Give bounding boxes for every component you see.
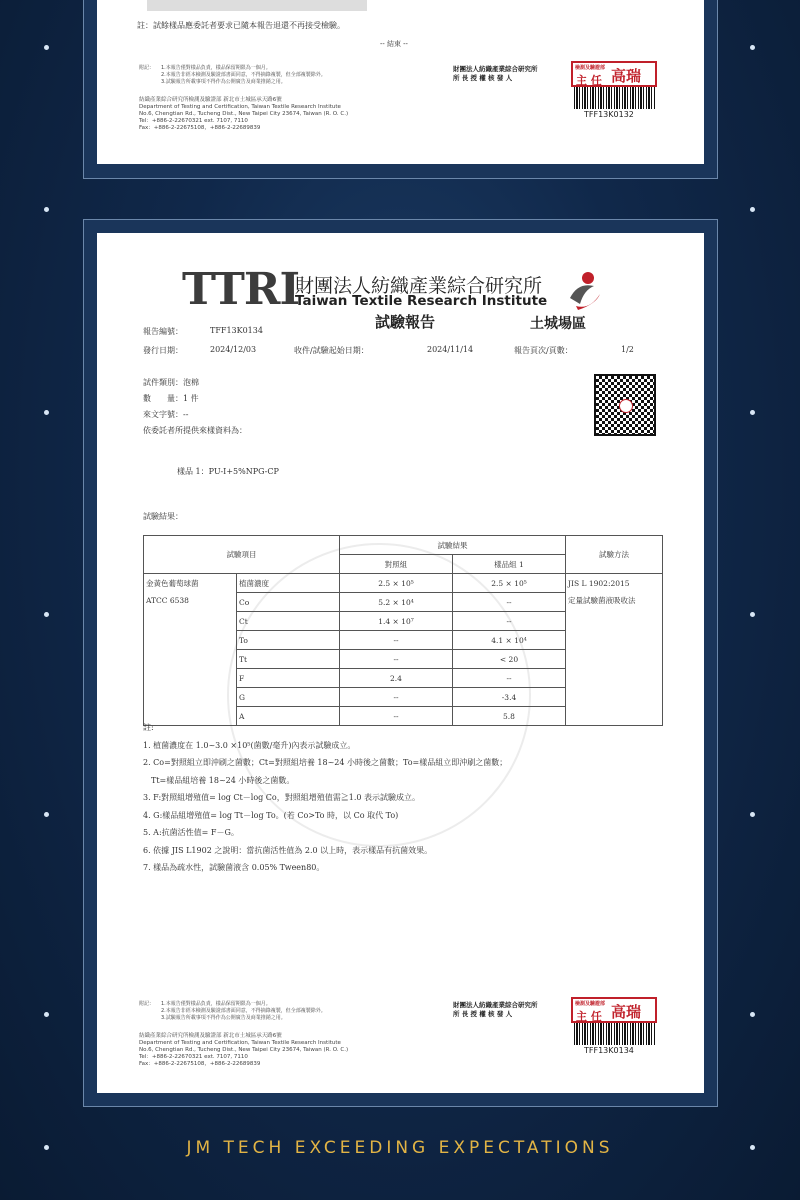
control-cell: 5.2 × 10⁴	[340, 593, 453, 612]
sample-name: 樣品 1：PU-I+5%NPG-CP	[177, 467, 279, 476]
param-cell: Tt	[237, 650, 340, 669]
qr-code	[594, 374, 656, 436]
decor-dot	[750, 410, 755, 415]
decor-dot	[44, 612, 49, 617]
sign-role: 所 長 授 權 核 發 人	[453, 74, 513, 82]
method-standard: JIS L 1902:2015	[568, 579, 630, 588]
report-title: 試驗報告	[375, 313, 436, 331]
org-name-en: Taiwan Textile Research Institute	[295, 293, 548, 309]
dept-fax: Fax：+886-2-22675108，+886-2-22689839	[139, 125, 261, 131]
dept-en: Department of Testing and Certification, Taiwan Textile Research Institute	[139, 1040, 341, 1046]
results-label: 試驗結果：	[143, 512, 183, 521]
footer-notes	[139, 1001, 461, 1022]
page-count-value: 1/2	[621, 345, 634, 354]
table-row	[144, 574, 663, 593]
control-cell: 2.5 × 10⁵	[340, 574, 453, 593]
organism-name: 金黃色葡萄球菌	[146, 579, 199, 588]
issue-date-label: 發行日期：	[143, 346, 183, 355]
report-location: 土城場區	[530, 316, 586, 332]
report-sheet	[97, 233, 704, 1093]
header-method: 試驗方法	[566, 536, 663, 574]
note-line: 3. F:對照組增殖值= log Ct－log Co，對照組增殖值需≧1.0 表示試驗成立。	[143, 793, 420, 802]
sample-cell: 2.5 × 10⁵	[453, 574, 566, 593]
header-control: 對照組	[340, 555, 453, 574]
method-name: 定量試驗菌液吸收法	[568, 596, 636, 605]
footer-note: 1.本報告僅對樣品負責，樣品保留期限為一個月。	[161, 1001, 271, 1007]
provided-info: 依委託者所提供來樣資料為：	[143, 426, 247, 435]
stamp-name: 高瑞	[611, 67, 642, 85]
note-line: 1. 植菌濃度在 1.0~3.0 ×10⁵(菌數/毫升)內表示試驗成立。	[143, 740, 356, 750]
dept-fax: Fax：+886-2-22675108，+886-2-22689839	[139, 1061, 261, 1067]
end-mark: -- 結束 --	[380, 40, 408, 48]
stamp-role: 主 任	[576, 1010, 602, 1023]
note-line: 註:	[143, 723, 154, 732]
footer-note: 1.本報告僅對樣品負責，樣品保留期限為一個月。	[161, 65, 271, 71]
barcode-number: TFF13K0132	[584, 110, 634, 119]
decor-dot	[44, 1012, 49, 1017]
sample-type: 試件類別：泡棉	[143, 378, 199, 387]
stamp-top: 檢測及驗證部	[575, 1001, 606, 1007]
param-cell: A	[237, 707, 340, 726]
decor-dot	[750, 612, 755, 617]
param-cell: G	[237, 688, 340, 707]
param-cell: 植菌濃度	[237, 574, 340, 593]
sample-cell: 4.1 × 10⁴	[453, 631, 566, 650]
decor-dot	[44, 45, 49, 50]
sample-cell: --	[453, 669, 566, 688]
note-line: 5. A:抗菌活性值= F－G。	[143, 828, 239, 837]
received-date-value: 2024/11/14	[427, 345, 474, 354]
control-cell: --	[340, 650, 453, 669]
organism-strain: ATCC 6538	[146, 596, 189, 605]
dept-tel: Tel：+886-2-22670321 ext. 7107, 7110	[139, 118, 248, 124]
dept-cn: 紡織產業綜合研究所檢測及驗證部 新北市土城區承天路6號	[139, 97, 282, 103]
method-cell	[566, 574, 663, 726]
footer-note: 3.試驗報告所載事項不得作為公開廣告及商業推銷之用。	[161, 1015, 286, 1021]
decor-dot	[44, 207, 49, 212]
stamp-role: 主 任	[576, 74, 602, 87]
issue-date-value: 2024/12/03	[210, 345, 257, 354]
param-cell: Co	[237, 593, 340, 612]
dept-cn: 紡織產業綜合研究所檢測及驗證部 新北市土城區承天路6號	[139, 1033, 282, 1039]
signature-block	[453, 1001, 538, 1019]
barcode-number: TFF13K0134	[584, 1046, 634, 1055]
footer-notes	[139, 65, 461, 86]
header-sample: 樣品組 1	[453, 555, 566, 574]
sample-cell: -3.4	[453, 688, 566, 707]
param-cell: Ct	[237, 612, 340, 631]
control-cell: --	[340, 707, 453, 726]
previous-report-sheet	[97, 0, 704, 164]
brand-tagline: JM TECH EXCEEDING EXPECTATIONS	[186, 1138, 614, 1158]
footer-note: 2.本報告非經本檢測及驗證部書面同意，不得摘錄複製，但全部複製除外。	[161, 1008, 326, 1014]
header-result: 試驗結果	[340, 536, 566, 555]
control-cell: 2.4	[340, 669, 453, 688]
report-frame	[83, 219, 718, 1107]
sample-quantity: 數 量：1 件	[143, 394, 199, 403]
barcode	[574, 87, 656, 109]
page-count-label: 報告頁次/頁數：	[514, 346, 573, 355]
footer-note: 3.試驗報告所載事項不得作為公開廣告及商業推銷之用。	[161, 79, 286, 85]
dept-address: No.6, Chengtian Rd., Tucheng Dist., New Taipei City 23674, Taiwan (R. O. C.)	[139, 111, 349, 117]
ttri-emblem-icon	[564, 270, 606, 312]
dept-tel: Tel：+886-2-22670321 ext. 7107, 7110	[139, 1054, 248, 1060]
qr-logo-icon	[619, 399, 633, 413]
report-no-value: TFF13K0134	[210, 326, 263, 335]
header-item: 試驗項目	[144, 536, 340, 574]
param-cell: To	[237, 631, 340, 650]
footer-department	[139, 1033, 469, 1068]
footer-label: 附記：	[139, 65, 155, 71]
note-line: 2. Co=對照組立即沖刷之菌數；Ct=對照組培養 18~24 小時後之菌數；To=樣品組立即沖刷之菌數；	[143, 758, 508, 767]
sign-org: 財團法人紡織產業綜合研究所	[453, 65, 538, 73]
decor-dot	[750, 812, 755, 817]
sample-cell: 5.8	[453, 707, 566, 726]
previous-report-image-strip	[147, 0, 367, 11]
results-table	[143, 535, 663, 726]
note-line: Tt=樣品組培養 18~24 小時後之菌數。	[151, 775, 295, 785]
stamp-top: 檢測及驗證部	[575, 65, 606, 71]
organism-cell	[144, 574, 237, 726]
sign-role: 所 長 授 權 核 發 人	[453, 1010, 513, 1018]
param-cell: F	[237, 669, 340, 688]
sample-cell: --	[453, 612, 566, 631]
sign-org: 財團法人紡織產業綜合研究所	[453, 1001, 538, 1009]
footer-label: 附記：	[139, 1001, 155, 1007]
seal-stamp	[571, 997, 657, 1023]
decor-dot	[44, 410, 49, 415]
ttri-logo: TTRI	[182, 264, 300, 315]
signature-block	[453, 65, 538, 83]
note-line: 4. G:樣品組增殖值= log Tt－log To。(若 Co>To 時，以 Co 取代 To)	[143, 810, 399, 820]
sample-cell: < 20	[453, 650, 566, 669]
previous-report-frame	[83, 0, 718, 179]
report-notes	[143, 719, 507, 877]
barcode	[574, 1023, 656, 1045]
control-cell: 1.4 × 10⁷	[340, 612, 453, 631]
decor-dot	[44, 812, 49, 817]
control-cell: --	[340, 688, 453, 707]
received-date-label: 收件/試驗起始日期：	[294, 346, 369, 355]
dept-en: Department of Testing and Certification, Taiwan Textile Research Institute	[139, 104, 341, 110]
footer-note: 2.本報告非經本檢測及驗證部書面同意，不得摘錄複製，但全部複製除外。	[161, 72, 326, 78]
seal-stamp	[571, 61, 657, 87]
footer-department	[139, 97, 469, 132]
note-line: 7. 樣品為疏水性，試驗菌液含 0.05% Tween80。	[143, 863, 325, 872]
table-header-row	[144, 536, 663, 555]
decor-dot	[750, 207, 755, 212]
decor-dot	[750, 45, 755, 50]
org-name-cn: 財團法人紡織產業綜合研究所	[295, 275, 543, 297]
sample-cell: --	[453, 593, 566, 612]
dept-address: No.6, Chengtian Rd., Tucheng Dist., New Taipei City 23674, Taiwan (R. O. C.)	[139, 1047, 349, 1053]
report-no-label: 報告編號：	[143, 327, 183, 336]
stamp-name: 高瑞	[611, 1003, 642, 1021]
previous-statement: 註：試餘樣品應委託者要求已隨本報告退還不再接受檢驗。	[137, 21, 345, 30]
control-cell: --	[340, 631, 453, 650]
decor-dot	[750, 1012, 755, 1017]
reference-no: 來文字號：--	[143, 410, 189, 419]
note-line: 6. 依據 JIS L1902 之說明：當抗菌活性值為 2.0 以上時，表示樣品有抗菌效果。	[143, 845, 433, 855]
